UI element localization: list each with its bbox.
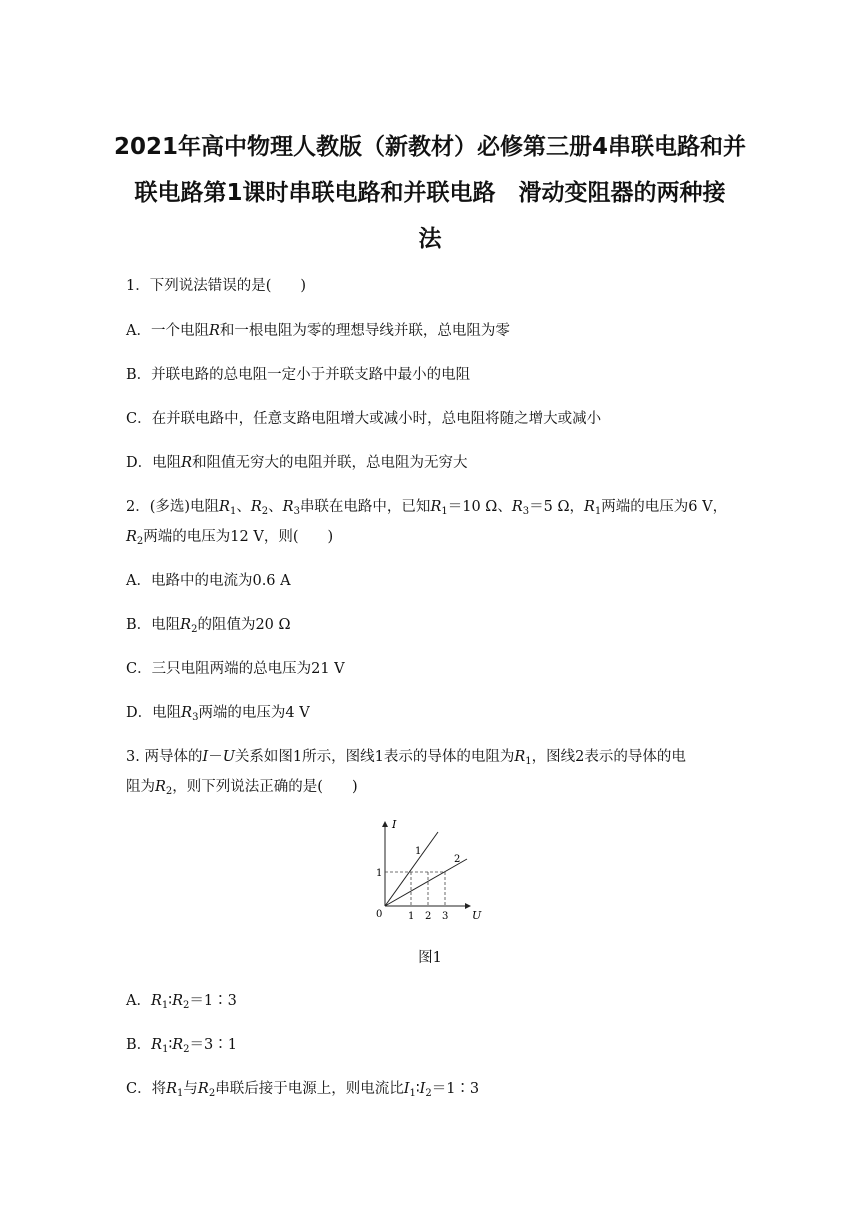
graph-line-1 bbox=[385, 832, 438, 906]
q1-option-d: D．电阻R和阻值无穷大的电阻并联，总电阻为无穷大 bbox=[126, 455, 468, 471]
axis-label-u: U bbox=[472, 909, 482, 922]
y-tick-1: 1 bbox=[376, 868, 383, 879]
q3-stem-line-1: 3. 两导体的I－U关系如图1所示，图线1表示的导体的电阻为$R_1$，图线2表示的导体的电 bbox=[126, 749, 686, 767]
q1-option-b: B．并联电路的总电阻一定小于并联支路中最小的电阻 bbox=[126, 367, 471, 383]
origin-label: 0 bbox=[376, 909, 383, 920]
title-line-1: 2021年高中物理人教版（新教材）必修第三册4串联电路和并 bbox=[113, 134, 747, 160]
q1-option-c: C．在并联电路中，任意支路电阻增大或减小时，总电阻将随之增大或减小 bbox=[126, 411, 602, 427]
q2-stem-line-1: 2．(多选)电阻$R_1$、$R_2$、$R_3$串联在电路中，已知$R_1=10$ Ω、$R_3=5$ Ω，$R_1$两端的电压为6 V， bbox=[126, 499, 728, 517]
x-tick-2: 2 bbox=[425, 911, 432, 922]
iu-graph bbox=[370, 816, 490, 926]
page-title bbox=[100, 124, 760, 262]
q2-option-b: B．电阻$R_2$的阻值为20 Ω bbox=[126, 617, 291, 635]
axis-label-i: I bbox=[392, 818, 397, 831]
figure-caption: 图1 bbox=[418, 950, 442, 966]
q2-option-a: A．电路中的电流为0.6 A bbox=[126, 573, 291, 589]
iu-graph-figure bbox=[370, 816, 490, 926]
x-tick-3: 3 bbox=[442, 911, 449, 922]
title-line-3: 法 bbox=[418, 226, 442, 252]
x-tick-1: 1 bbox=[408, 911, 415, 922]
graph-line-2 bbox=[385, 859, 467, 906]
line-2-label: 2 bbox=[454, 854, 461, 865]
q3-option-c: C．将$R_1$与$R_2$串联后接于电源上，则电流比$I_1∶I_2=1∶3$ bbox=[126, 1081, 480, 1099]
q3-option-b: B．$R_1∶R_2=3∶1$ bbox=[126, 1037, 237, 1055]
q1-option-a: A．一个电阻R和一根电阻为零的理想导线并联，总电阻为零 bbox=[126, 323, 510, 339]
q1-stem: 1．下列说法错误的是( ) bbox=[126, 278, 307, 294]
q2-option-d: D．电阻$R_3$两端的电压为4 V bbox=[126, 705, 310, 723]
title-line-2: 联电路第1课时串联电路和并联电路 滑动变阻器的两种接 bbox=[134, 180, 726, 206]
q2-option-c: C．三只电阻两端的总电压为21 V bbox=[126, 661, 345, 677]
q3-stem-line-2: 阻为$R_2$，则下列说法正确的是( ) bbox=[126, 779, 358, 797]
line-1-label: 1 bbox=[415, 846, 422, 857]
q2-stem-line-2: $R_2$两端的电压为12 V，则( ) bbox=[126, 529, 334, 547]
q3-option-a: A．$R_1∶R_2=1∶3$ bbox=[126, 993, 237, 1011]
